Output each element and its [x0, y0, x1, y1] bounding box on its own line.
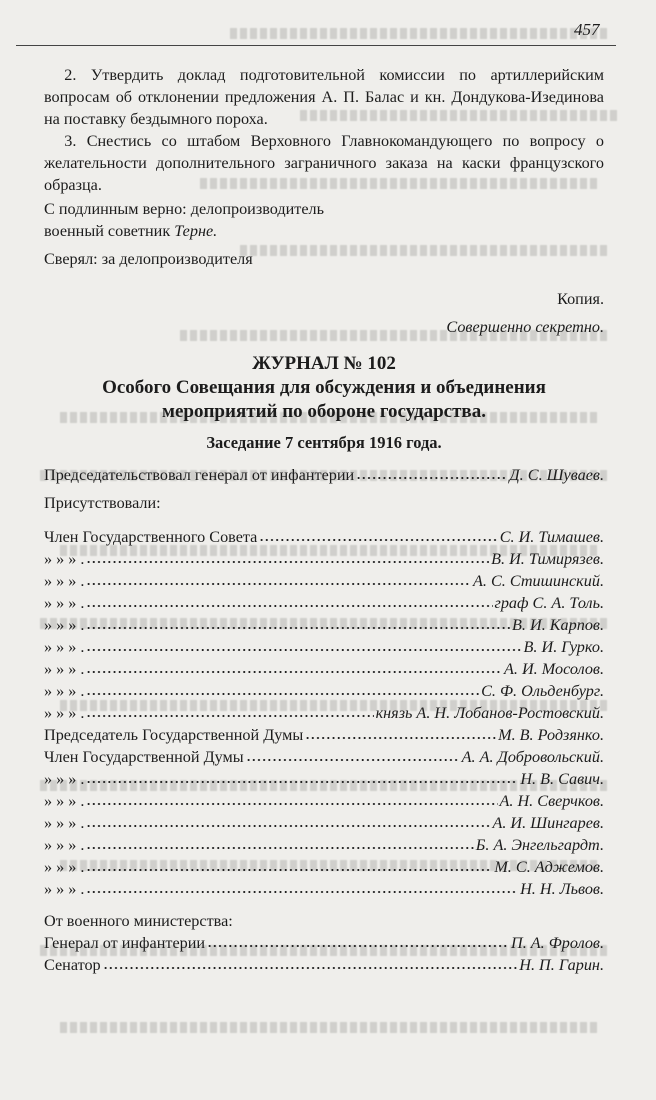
- member-name: Н. Н. Львов.: [520, 880, 604, 898]
- leader-dots: [86, 638, 521, 652]
- present-label: Присутствовали:: [44, 494, 161, 512]
- list-item: [44, 932, 604, 954]
- member-name: князь А. Н. Лобанов-Ростовский.: [375, 704, 604, 722]
- member-position: » » » .: [44, 638, 85, 656]
- members-list: [44, 526, 604, 900]
- leader-dots: [86, 704, 373, 718]
- member-name: А. С. Стишинский.: [472, 572, 604, 590]
- list-item: [44, 834, 604, 856]
- member-name: М. С. Аджемов.: [494, 858, 604, 876]
- leader-dots: [86, 572, 471, 586]
- member-position: » » » .: [44, 792, 85, 810]
- list-item: [44, 702, 604, 724]
- member-name: А. И. Шингарев.: [492, 814, 604, 832]
- member-position: » » » .: [44, 704, 85, 722]
- list-item: [44, 658, 604, 680]
- leader-dots: [86, 858, 492, 872]
- certification-line: С подлинным верно: делопроизводитель: [44, 200, 325, 218]
- leader-dots: [356, 466, 507, 480]
- member-name: Н. В. Савич.: [520, 770, 604, 788]
- member-position: » » » .: [44, 770, 85, 788]
- member-position: Член Государственного Совета: [44, 528, 258, 546]
- leader-dots: [207, 934, 509, 948]
- member-name: П. А. Фролов.: [511, 934, 604, 952]
- leader-dots: [86, 594, 492, 608]
- member-position: Генерал от инфантерии: [44, 934, 206, 952]
- member-name: граф С. А. Толь.: [494, 594, 604, 612]
- leader-dots: [246, 748, 460, 762]
- member-name: В. И. Гурко.: [523, 638, 604, 656]
- certification-signer: военный советник Терне.: [44, 222, 218, 240]
- leader-dots: [86, 814, 490, 828]
- leader-dots: [305, 726, 496, 740]
- leader-dots: [86, 550, 489, 564]
- member-name: С. Ф. Ольденбург.: [481, 682, 604, 700]
- paragraph-item-2: 2. Утвердить доклад подготовительной комиссии по артиллерийским вопросам об отклонении предложения А. П. Балас и кн. Дондукова-Изединова на поставку бездымного пороха.: [44, 66, 604, 128]
- list-item: [44, 812, 604, 834]
- leader-dots: [86, 682, 479, 696]
- chairman-label: Председательствовал генерал от инфантерии: [44, 466, 355, 484]
- list-item: [44, 592, 604, 614]
- member-position: » » » .: [44, 682, 85, 700]
- page-content: [44, 64, 604, 976]
- list-item: [44, 724, 604, 746]
- page-number: 457: [574, 20, 600, 39]
- leader-dots: [103, 956, 518, 970]
- member-position: » » » .: [44, 858, 85, 876]
- member-position: » » » .: [44, 836, 85, 854]
- list-item: [44, 680, 604, 702]
- journal-subtitle-2: мероприятий по обороне государства.: [162, 401, 486, 422]
- leader-dots: [86, 836, 473, 850]
- leader-dots: [86, 770, 518, 784]
- chairman-row: [44, 464, 604, 486]
- member-name: С. И. Тимашев.: [499, 528, 604, 546]
- list-item: [44, 570, 604, 592]
- paragraph-item-3: 3. Снестись со штабом Верховного Главнокомандующего по вопросу о желательности дополнительного заграничного заказа на каски французского образца.: [44, 132, 604, 194]
- list-item: [44, 636, 604, 658]
- member-position: » » » .: [44, 660, 85, 678]
- ministry-list: [44, 932, 604, 976]
- session-date: Заседание 7 сентября 1916 года.: [206, 433, 442, 452]
- member-name: А. Н. Сверчков.: [499, 792, 604, 810]
- leader-dots: [259, 528, 497, 542]
- member-position: » » » .: [44, 572, 85, 590]
- list-item: [44, 614, 604, 636]
- header-rule: [16, 45, 616, 46]
- leader-dots: [86, 880, 518, 894]
- member-position: » » » .: [44, 616, 85, 634]
- member-position: » » » .: [44, 880, 85, 898]
- list-item: [44, 768, 604, 790]
- verified-line: Сверял: за делопроизводителя: [44, 250, 253, 268]
- leader-dots: [86, 792, 497, 806]
- journal-title: ЖУРНАЛ № 102: [252, 353, 396, 374]
- member-name: Б. А. Энгельгардт.: [475, 836, 604, 854]
- list-item: [44, 954, 604, 976]
- leader-dots: [86, 616, 510, 630]
- list-item: [44, 856, 604, 878]
- member-position: » » » .: [44, 594, 85, 612]
- member-name: В. И. Карпов.: [512, 616, 604, 634]
- list-item: [44, 548, 604, 570]
- member-position: Сенатор: [44, 956, 101, 974]
- list-item: [44, 746, 604, 768]
- member-position: Председатель Государственной Думы: [44, 726, 304, 744]
- member-name: А. А. Добровольский.: [461, 748, 604, 766]
- member-name: Н. П. Гарин.: [519, 956, 604, 974]
- journal-subtitle-1: Особого Совещания для обсуждения и объединения: [102, 377, 546, 398]
- secret-mark: Совершенно секретно.: [446, 318, 604, 336]
- member-name: М. В. Родзянко.: [498, 726, 604, 744]
- list-item: [44, 790, 604, 812]
- member-name: А. И. Мосолов.: [503, 660, 604, 678]
- list-item: [44, 526, 604, 548]
- leader-dots: [86, 660, 502, 674]
- list-item: [44, 878, 604, 900]
- member-position: » » » .: [44, 814, 85, 832]
- member-position: Член Государственной Думы: [44, 748, 244, 766]
- chairman-name: Д. С. Шуваев.: [509, 466, 604, 484]
- copy-mark: Копия.: [557, 290, 604, 308]
- ministry-label: От военного министерства:: [44, 912, 233, 930]
- member-name: В. И. Тимирязев.: [491, 550, 604, 568]
- member-position: » » » .: [44, 550, 85, 568]
